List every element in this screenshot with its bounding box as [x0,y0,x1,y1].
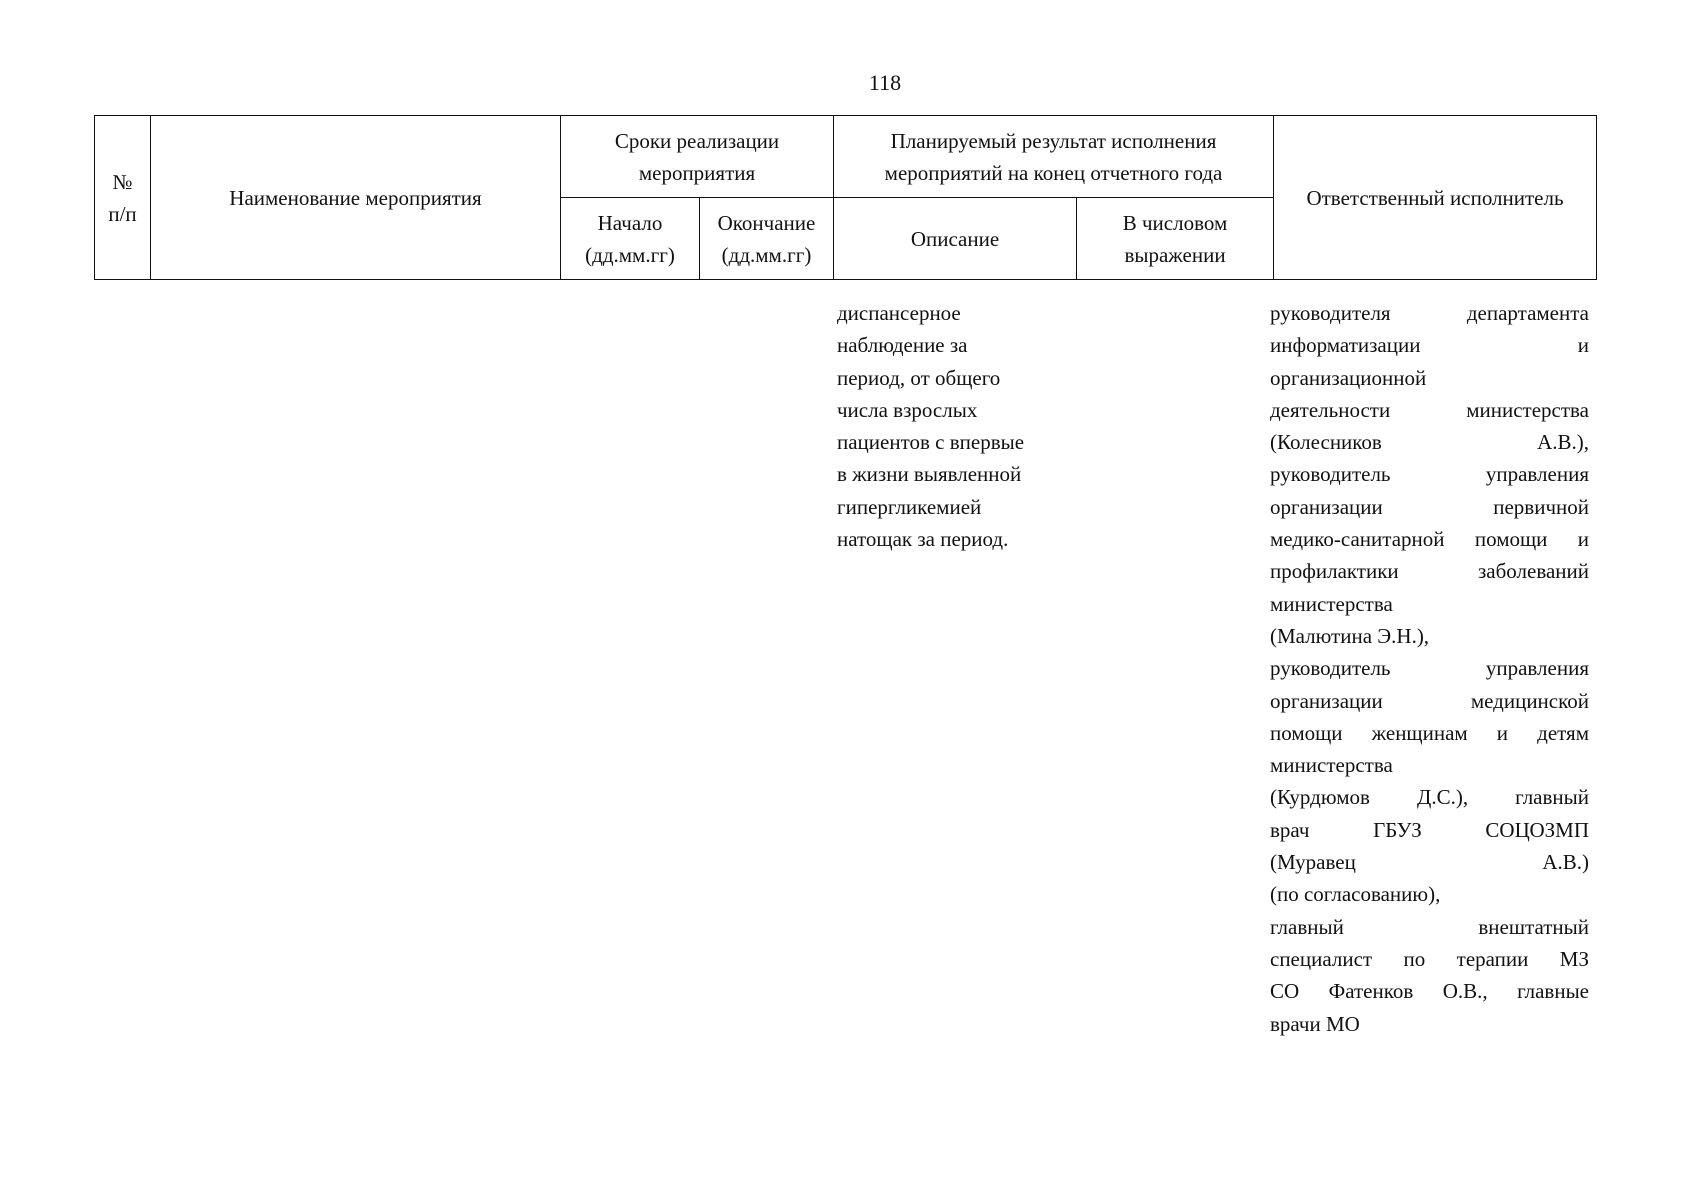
responsible-line: (Колесников А.В.), [1270,430,1589,455]
responsible-line: руководителя департамента [1270,301,1589,325]
header-numeric-line-2: выражении [1124,242,1226,267]
header-end-line-2: (дд.мм.гг) [721,242,812,267]
description-line: гипергликемией [837,494,982,519]
header-cell-number [95,116,151,280]
header-number-symbol: № [112,169,133,194]
responsible-line: руководитель управления [1270,656,1589,681]
header-cell-planned [834,116,1274,198]
header-planned-line-2: мероприятий на конец отчетного года [884,160,1223,185]
header-cell-numeric [1077,198,1274,280]
responsible-line: организации медицинской [1270,688,1589,713]
description-text [837,297,1067,555]
header-numeric-line-1: В числовом [1122,210,1228,235]
header-cell-terms [561,116,834,198]
responsible-line: врачи МО [1270,1011,1360,1036]
responsible-line: организационной [1270,365,1427,390]
header-cell-description [834,198,1077,280]
page-number: 118 [868,70,902,95]
header-responsible-label: Ответственный исполнитель [1306,185,1564,210]
header-end-line-1: Окончание [717,210,816,235]
responsible-line: медико-санитарной помощи и [1270,527,1589,552]
responsible-line: министерства [1270,753,1393,778]
description-line: наблюдение за [837,333,968,358]
responsible-line: министерства [1270,591,1393,616]
responsible-line: (Курдюмов Д.С.), главный [1270,785,1589,810]
description-line: период, от общего [837,365,1001,390]
description-line: диспансерное [837,301,961,325]
header-terms-line-2: мероприятия [638,160,756,185]
table-header [94,115,1597,280]
header-start-line-1: Начало [597,210,663,235]
header-name-label: Наименование мероприятия [229,185,482,210]
header-cell-responsible [1274,116,1597,280]
header-cell-name [151,116,561,280]
responsible-line: (Малютина Э.Н.), [1270,623,1430,648]
responsible-line: главный внештатный [1270,914,1589,939]
responsible-line: помощи женщинам и детям [1270,720,1589,745]
header-number-abbr: п/п [108,201,137,226]
description-line: натощак за период. [837,527,1009,552]
header-planned-line-1: Планируемый результат исполнения [890,128,1217,153]
responsible-line: деятельности министерства [1270,397,1589,422]
responsible-line: специалист по терапии МЗ [1270,946,1589,971]
header-start-line-2: (дд.мм.гг) [585,242,675,267]
responsible-line: информатизации и [1270,333,1589,358]
responsible-line: профилактики заболеваний [1270,559,1589,584]
header-cell-end [700,198,834,280]
responsible-text [1270,297,1589,1040]
responsible-line: руководитель управления [1270,462,1589,487]
description-line: в жизни выявленной [837,462,1022,487]
header-terms-line-1: Сроки реализации [614,128,780,153]
header-description-label: Описание [910,226,1000,251]
header-cell-start [561,198,700,280]
responsible-line: врач ГБУЗ СОЦОЗМП [1270,817,1589,842]
description-line: числа взрослых [837,397,978,422]
description-line: пациентов с впервые [837,430,1025,455]
responsible-line: (Муравец А.В.) [1270,850,1589,875]
responsible-line: СО Фатенков О.В., главные [1270,979,1589,1004]
responsible-line: организации первичной [1270,494,1589,519]
responsible-line: (по согласованию), [1270,882,1441,907]
